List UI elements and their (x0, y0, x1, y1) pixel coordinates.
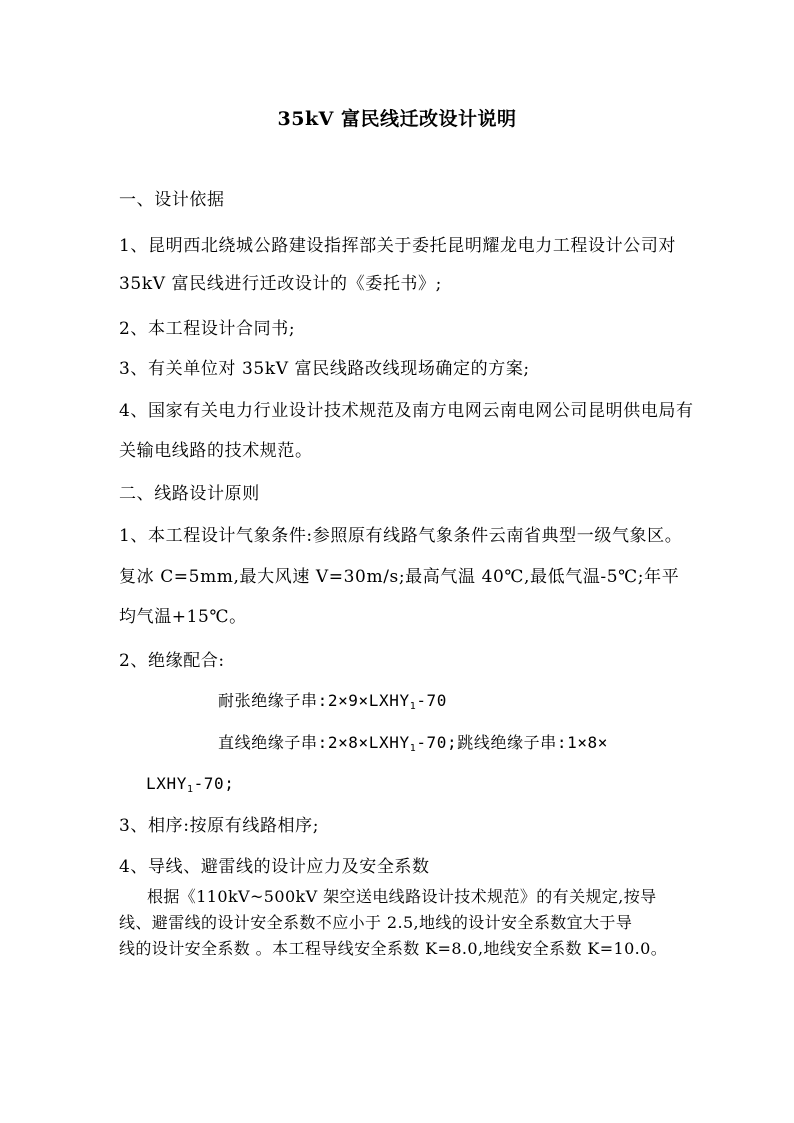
tension-prefix: 耐张绝缘子串:2×9×LXHY (218, 691, 410, 710)
section2-heading: 二、线路设计原则 (119, 484, 260, 504)
section1-item1-line1: 1、昆明西北绕城公路建设指挥部关于委托昆明耀龙电力工程设计公司对 (119, 236, 677, 256)
paragraph-line1: 根据《110kV~500kV 架空送电线路设计技术规范》的有关规定,按导 (147, 887, 657, 906)
straight-prefix: 直线绝缘子串:2×8×LXHY (218, 733, 410, 752)
document-title: 35kV 富民线迁改设计说明 (277, 108, 517, 130)
tension-sub: 1 (409, 701, 417, 712)
section1-item4-line1: 4、国家有关电力行业设计技术规范及南方电网云南电网公司昆明供电局有 (119, 401, 694, 421)
section2-item1-line2: 复冰 C=5mm,最大风速 V=30m/s;最高气温 40℃,最低气温-5℃;年平 (119, 567, 680, 587)
jumper-sub: 1 (186, 784, 194, 795)
section2-item4-heading: 4、导线、避雷线的设计应力及安全系数 (119, 857, 430, 877)
section1-heading: 一、设计依据 (119, 190, 225, 210)
straight-sub: 1 (409, 743, 417, 754)
section1-item2: 2、本工程设计合同书; (119, 319, 296, 339)
section2-item2-heading: 2、绝缘配合: (119, 651, 225, 671)
paragraph-line2: 线、避雷线的设计安全系数不应小于 2.5,地线的设计安全系数宜大于导 (119, 913, 633, 932)
section1-item1-line2: 35kV 富民线进行迁改设计的《委托书》; (119, 274, 442, 294)
jumper-prefix: LXHY (146, 774, 187, 793)
section2-item3: 3、相序:按原有线路相序; (119, 816, 320, 836)
section2-item1-line1: 1、本工程设计气象条件:参照原有线路气象条件云南省典型一级气象区。 (119, 526, 683, 546)
paragraph-line3: 线的设计安全系数 。本工程导线安全系数 K=8.0,地线安全系数 K=10.0。 (119, 939, 668, 958)
section1-item4-line2: 关输电线路的技术规范。 (119, 441, 313, 461)
tension-insulator-string (218, 689, 447, 719)
tension-suffix: -70 (416, 691, 448, 710)
section2-item1-line3: 均气温+15℃。 (119, 607, 247, 627)
section1-item3: 3、有关单位对 35kV 富民线路改线现场确定的方案; (119, 359, 530, 379)
straight-insulator-string (218, 731, 608, 761)
jumper-insulator-string (146, 772, 235, 802)
straight-mid: -70;跳线绝缘子串:1×8× (416, 733, 609, 752)
jumper-suffix: -70; (193, 774, 235, 793)
